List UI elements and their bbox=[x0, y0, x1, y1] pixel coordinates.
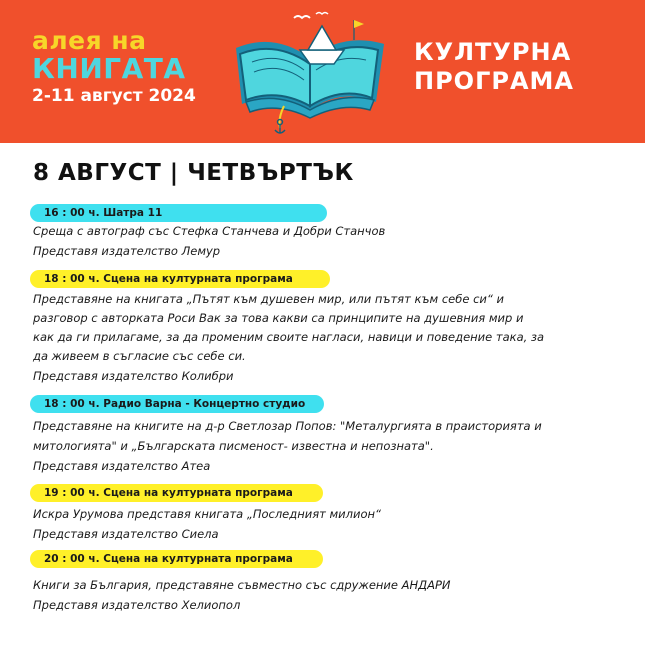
event-publisher-line: Представя издателство Колибри bbox=[33, 369, 234, 383]
event-description-line: Искра Урумова представя книгата „Последният милион“ bbox=[33, 507, 381, 521]
event-time-badge: 18 : 00 ч. Радио Варна - Концертно студио bbox=[30, 395, 324, 413]
event-description-line: Представяне на книгите на д-р Светлозар Попов: "Металургията в праисторията и bbox=[33, 419, 542, 433]
event-time-badge: 16 : 00 ч. Шатра 11 bbox=[30, 204, 327, 222]
event-time-badge: 19 : 00 ч. Сцена на културната програма bbox=[30, 484, 323, 502]
festival-dates: 2-11 август 2024 bbox=[32, 86, 196, 106]
event-description-line: как да ги прилагаме, за да променим своите нагласи, навици и поведение така, за bbox=[33, 330, 545, 344]
event-description-line: Книги за България, представяне съвместно със сдружение АНДАРИ bbox=[33, 578, 451, 592]
event-description-line: митологията" и „Българската писменост- известна и непозната". bbox=[33, 439, 434, 453]
event-description-line: да живеем в съгласие със себе си. bbox=[33, 349, 246, 363]
event-time-badge: 20 : 00 ч. Сцена на културната програма bbox=[30, 550, 323, 568]
event-description-line: разговор с авторката Роси Вак за това какви са принципите на душевния мир и bbox=[33, 311, 524, 325]
program-title-line-2: ПРОГРАМА bbox=[414, 67, 574, 95]
event-publisher-line: Представя издателство Лемур bbox=[33, 244, 221, 258]
program-title-line-1: КУЛТУРНА bbox=[414, 38, 572, 66]
event-publisher-line: Представя издателство Сиела bbox=[33, 527, 219, 541]
event-description-line: Среща с автограф със Стефка Станчева и Добри Станчов bbox=[33, 224, 386, 238]
program-title bbox=[414, 38, 574, 96]
open-book-illustration-icon bbox=[224, 10, 394, 135]
day-heading: 8 АВГУСТ | ЧЕТВЪРТЪК bbox=[33, 160, 354, 186]
header-banner bbox=[0, 0, 645, 143]
event-publisher-line: Представя издателство Хелиопол bbox=[33, 598, 241, 612]
event-publisher-line: Представя издателство Атеа bbox=[33, 459, 211, 473]
event-description-line: Представяне на книгата „Пътят към душевен мир, или пътят към себе си“ и bbox=[33, 292, 504, 306]
logo-line-2: КНИГАТА bbox=[32, 52, 186, 85]
event-time-badge: 18 : 00 ч. Сцена на културната програма bbox=[30, 270, 330, 288]
logo-line-1: алея на bbox=[32, 26, 147, 55]
